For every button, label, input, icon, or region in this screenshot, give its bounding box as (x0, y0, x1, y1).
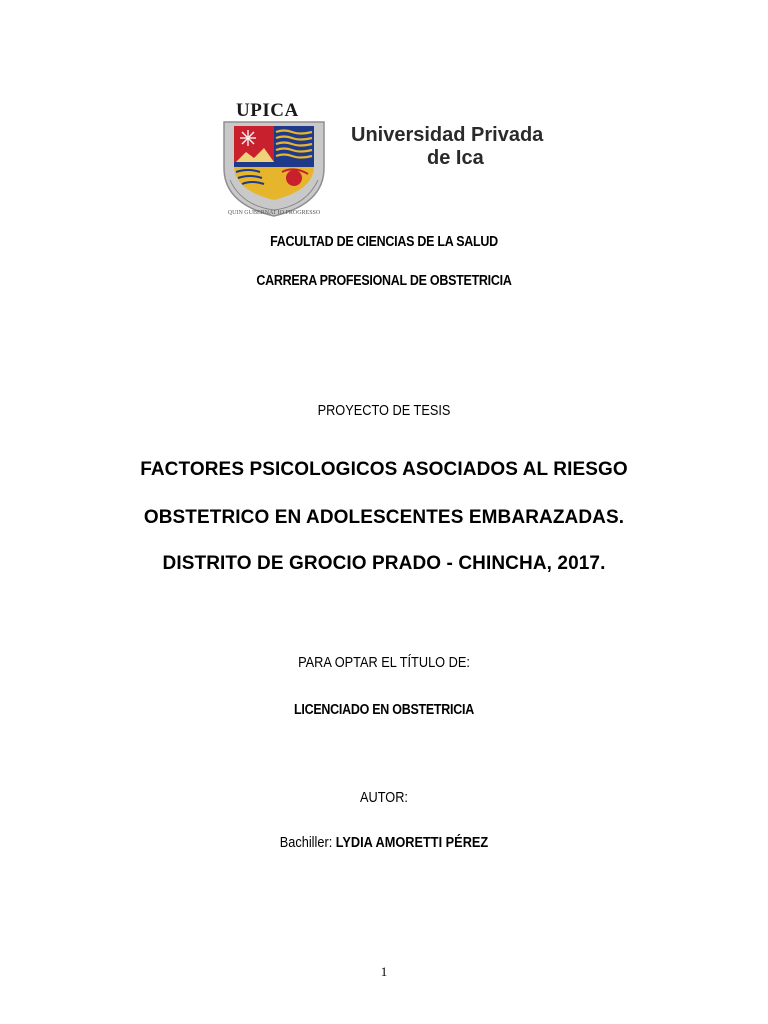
faculty-name: FACULTAD DE CIENCIAS DE LA SALUD (270, 234, 498, 250)
university-name-line2: de Ica (427, 147, 484, 169)
author-line (46, 835, 722, 851)
logo-motto: QUIN GUBERNAT IO PROGRESSO (227, 210, 321, 216)
thesis-title-line: OBSTETRICO EN ADOLESCENTES EMBARAZADAS. (143, 507, 625, 528)
page-number: 1 (380, 964, 388, 979)
university-logo (218, 98, 578, 220)
author-label: AUTOR: (360, 790, 408, 806)
university-shield-icon (218, 118, 330, 218)
career-name: CARRERA PROFESIONAL DE OBSTETRICIA (256, 273, 512, 289)
university-name-line1: Universidad Privada (351, 124, 544, 146)
author-name: LYDIA AMORETTI PÉREZ (335, 835, 489, 851)
degree-title: LICENCIADO EN OBSTETRICIA (294, 702, 474, 718)
author-prefix: Bachiller: (279, 835, 336, 851)
degree-label: PARA OPTAR EL TÍTULO DE: (298, 655, 470, 671)
document-type: PROYECTO DE TESIS (317, 403, 451, 419)
thesis-title-line: DISTRITO DE GROCIO PRADO - CHINCHA, 2017. (162, 553, 606, 574)
logo-acronym: UPICA (236, 100, 299, 121)
thesis-title-line: FACTORES PSICOLOGICOS ASOCIADOS AL RIESGO (140, 459, 628, 480)
